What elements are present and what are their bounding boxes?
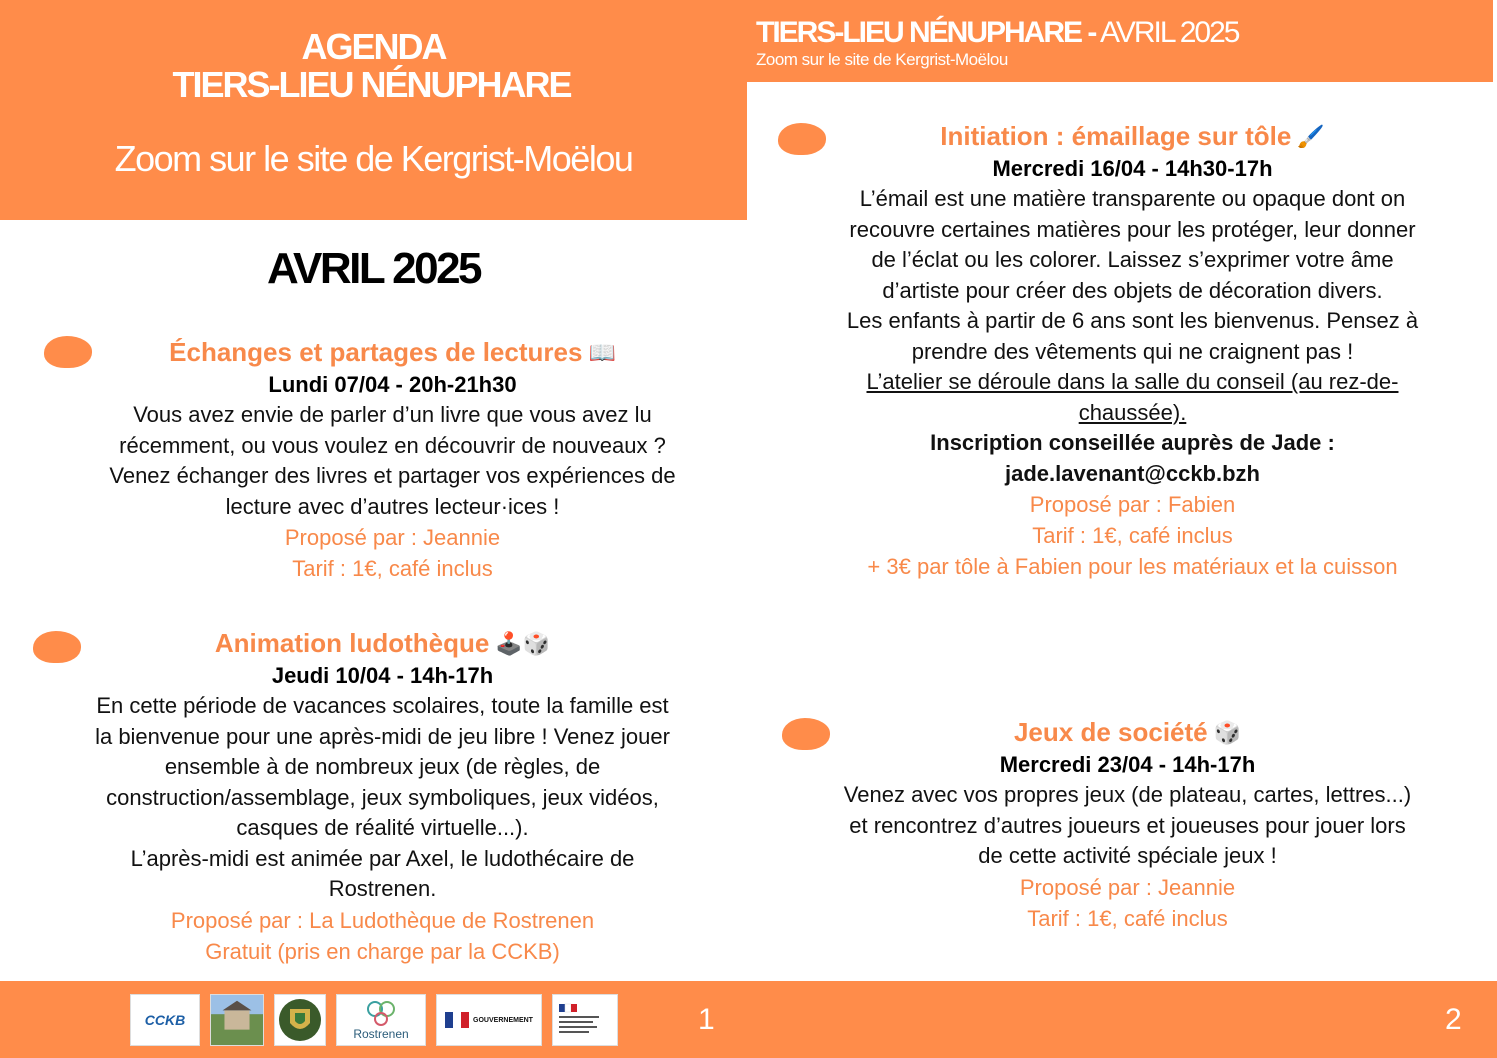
event-title-text: Échanges et partages de lectures (169, 337, 583, 367)
tiers-lieu-title: TIERS-LIEU NÉNUPHARE (172, 64, 571, 105)
description-line: Venez avec vos propres jeux (de plateau, cartes, lettres...) (843, 782, 1412, 807)
event-proposer: Proposé par : Jeannie (1019, 874, 1236, 900)
dice-icon: 🎲 (1213, 720, 1242, 745)
event-date: Lundi 07/04 - 20h-21h30 (268, 372, 517, 397)
left-header-banner (0, 0, 747, 220)
event-title-text: Animation ludothèque (214, 628, 490, 658)
event-description (30, 691, 735, 905)
event-title-text: Jeux de société (1013, 717, 1208, 747)
description-line: ensemble à de nombreux jeux (de règles, de (164, 754, 601, 779)
event-extra-cost: + 3€ par tôle à Fabien pour les matériaux et la cuisson (867, 554, 1398, 579)
event-description (40, 400, 745, 522)
description-line: lecture avec d’autres lecteur·ices ! (225, 493, 560, 519)
location-line: L’atelier se déroule dans la salle du conseil (au rez-de- (866, 369, 1399, 394)
right-header-title-bold: TIERS-LIEU NÉNUPHARE - (756, 16, 1096, 49)
event-price: Tarif : 1€, café inclus (292, 556, 493, 581)
registration-line: Inscription conseillée auprès de Jade : (930, 430, 1335, 455)
event-title (40, 336, 745, 369)
description-line: prendre des vêtements qui ne craignent pas ! (911, 338, 1354, 364)
book-icon: 📖 (588, 340, 616, 365)
description-line: En cette période de vacances scolaires, toute la famille est (96, 693, 669, 718)
event-title (775, 716, 1480, 749)
description-line: casques de réalité virtuelle...). (236, 815, 529, 840)
description-line: de cette activité spéciale jeux ! (978, 843, 1277, 868)
description-line: récemment, ou vous voulez en découvrir de nouveaux ? (119, 432, 666, 458)
ministere-logo (552, 994, 618, 1046)
event-title (780, 120, 1485, 153)
joystick-dice-icon: 🕹️🎲 (495, 631, 551, 656)
event-emaillage (780, 120, 1485, 582)
right-header-title-month: AVRIL 2025 (1095, 16, 1239, 49)
right-header-banner (747, 0, 1493, 82)
event-price: Tarif : 1€, café inclus (1032, 523, 1233, 548)
right-header-title (756, 16, 1238, 50)
description-line: L’après-midi est animée par Axel, le ludothécaire de (130, 845, 635, 871)
event-proposer: Proposé par : Fabien (1029, 492, 1236, 517)
gouvernement-logo-text: GOUVERNEMENT (473, 1016, 533, 1024)
footer-bar (0, 981, 1497, 1058)
ministere-emblem-icon (557, 1000, 613, 1040)
event-title-text: Initiation : émaillage sur tôle (940, 121, 1292, 151)
event-reading (40, 336, 745, 584)
event-price: Gratuit (pris en charge par la CCKB) (205, 938, 560, 964)
rostrenen-logo (336, 994, 426, 1046)
event-date: Mercredi 16/04 - 14h30-17h (992, 156, 1273, 181)
description-line: et rencontrez d’autres joueurs et joueuses pour jouer lors (849, 812, 1406, 838)
gouvernement-logo (436, 994, 542, 1046)
event-date: Jeudi 10/04 - 14h-17h (271, 663, 494, 688)
description-line: Rostrenen. (328, 876, 437, 901)
description-line: L’émail est une matière transparente ou opaque dont on (859, 186, 1406, 211)
french-flag-icon (445, 1012, 469, 1028)
description-line: Venez échanger des livres et partager vos expériences de (109, 463, 676, 488)
registration-email: jade.lavenant@cckb.bzh (1005, 460, 1260, 486)
description-line: Vous avez envie de parler d’un livre que vous avez lu (133, 402, 652, 427)
town-photo-icon (211, 994, 263, 1046)
month-title: AVRIL 2025 (266, 244, 481, 293)
coat-of-arms-icon (277, 997, 323, 1043)
event-proposer: Proposé par : La Ludothèque de Rostrenen (170, 907, 595, 933)
paintbrush-icon: 🖌️ (1297, 124, 1325, 149)
event-description (775, 780, 1480, 872)
event-description (780, 184, 1485, 489)
event-proposer: Proposé par : Jeannie (284, 525, 501, 550)
cckb-logo-text: CCKB (144, 1012, 186, 1028)
description-line: la bienvenue pour une après-midi de jeu libre ! Venez jouer (95, 723, 670, 749)
town-photo-logo (210, 994, 264, 1046)
cckb-logo (130, 994, 200, 1046)
location-line: chaussée). (1078, 399, 1187, 425)
rostrenen-logo-text: Rostrenen (353, 1027, 409, 1041)
description-line: construction/assemblage, jeux symboliques, jeux vidéos, (106, 784, 659, 810)
description-line: d’artiste pour créer des objets de décoration divers. (882, 277, 1383, 303)
event-ludotheque (30, 627, 735, 967)
page-number-right: 2 (1445, 1003, 1462, 1036)
event-jeux-societe (775, 716, 1480, 934)
agenda-title: AGENDA (301, 26, 446, 67)
right-header-subtitle: Zoom sur le site de Kergrist-Moëlou (756, 50, 1008, 69)
description-line: Les enfants à partir de 6 ans sont les bienvenus. Pensez à (846, 308, 1419, 333)
rostrenen-flower-icon (361, 999, 401, 1027)
coat-of-arms-logo (274, 994, 326, 1046)
description-line: de l’éclat ou les colorer. Laissez s’exprimer votre âme (871, 247, 1394, 272)
page-number-left: 1 (698, 1003, 715, 1036)
left-header-subtitle: Zoom sur le site de Kergrist-Moëlou (114, 138, 633, 179)
event-title (30, 627, 735, 660)
event-price: Tarif : 1€, café inclus (1027, 905, 1228, 931)
event-date: Mercredi 23/04 - 14h-17h (999, 752, 1256, 777)
description-line: recouvre certaines matières pour les protéger, leur donner (849, 216, 1416, 242)
